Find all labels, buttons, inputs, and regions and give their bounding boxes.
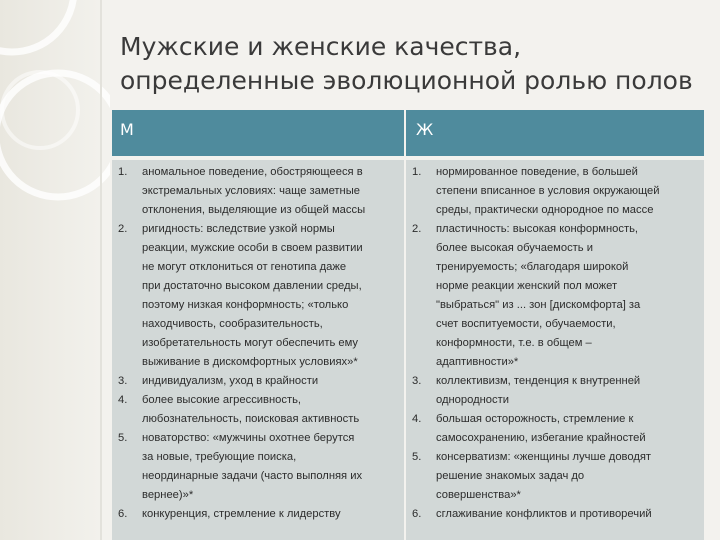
male-item-text: конкуренция, стремление к лидерству	[142, 508, 341, 520]
male-item-text: любознательность, поисковая активность	[142, 413, 360, 425]
female-item-text: решение знакомых задач до	[436, 470, 585, 482]
male-item-number	[112, 315, 142, 334]
female-item-text: совершенства»*	[436, 489, 521, 501]
female-item-text: счет воспитуемости, обучаемости,	[436, 318, 616, 330]
male-column	[112, 160, 404, 540]
female-item-number	[406, 391, 436, 410]
male-item-text: при достаточно высоком давлении среды,	[142, 280, 362, 292]
male-item-text: выживание в дискомфортных условиях»*	[142, 356, 358, 368]
female-item-text: тренируемость; «благодаря широкой	[436, 261, 629, 273]
female-line	[406, 486, 704, 505]
column-separator	[404, 110, 406, 540]
male-item-text: более высокие агрессивность,	[142, 394, 302, 406]
male-item-number: 5.	[118, 432, 128, 444]
female-item-number	[406, 334, 436, 353]
male-line	[112, 353, 404, 372]
male-item-number	[112, 296, 142, 315]
female-item-number: 4.	[412, 413, 422, 425]
male-item-text: аномальное поведение, обостряющееся в	[142, 166, 363, 178]
female-line	[406, 296, 704, 315]
female-item-text: адаптивности»*	[436, 356, 519, 368]
male-item-text: изобретательность могут обеспечить ему	[142, 337, 359, 349]
female-item-number	[406, 182, 436, 201]
male-line	[112, 429, 404, 448]
male-item-number: 4.	[118, 394, 128, 406]
female-item-number	[406, 296, 436, 315]
female-item-text: сглаживание конфликтов и противоречий	[436, 508, 652, 520]
female-item-number: 6.	[412, 508, 422, 520]
female-item-text: более высокая обучаемость и	[436, 242, 593, 254]
female-line	[406, 429, 704, 448]
female-item-number	[406, 258, 436, 277]
male-item-number	[112, 353, 142, 372]
male-item-number: 6.	[118, 508, 128, 520]
female-item-text: коллективизм, тенденция к внутренней	[436, 375, 641, 387]
female-line	[406, 505, 704, 524]
male-item-number: 1.	[118, 166, 128, 178]
column-header-male: М	[112, 110, 404, 156]
female-item-number	[406, 201, 436, 220]
female-item-text: конформности, т.е. в общем –	[436, 337, 592, 349]
male-item-number: 3.	[118, 375, 128, 387]
male-line	[112, 410, 404, 429]
female-line	[406, 220, 704, 239]
male-item-text: находчивость, сообразительность,	[142, 318, 323, 330]
female-item-number	[406, 486, 436, 505]
male-item-text: реакции, мужские особи в своем развитии	[142, 242, 363, 254]
male-item-number	[112, 201, 142, 220]
female-item-number: 1.	[412, 166, 422, 178]
male-item-number	[112, 486, 142, 505]
male-item-number	[112, 334, 142, 353]
female-line	[406, 315, 704, 334]
female-column	[406, 160, 704, 540]
male-item-number	[112, 467, 142, 486]
male-item-text: не могут отклониться от генотипа даже	[142, 261, 347, 273]
column-header-female: Ж	[406, 110, 704, 156]
female-item-text: норме реакции женский пол может	[436, 280, 618, 292]
vertical-divider	[100, 0, 102, 540]
male-line	[112, 391, 404, 410]
male-line	[112, 486, 404, 505]
male-item-number	[112, 239, 142, 258]
male-line	[112, 277, 404, 296]
female-item-number: 2.	[412, 223, 422, 235]
male-item-text: экстремальных условиях: чаще заметные	[142, 185, 360, 197]
female-line	[406, 163, 704, 182]
male-item-number	[112, 448, 142, 467]
male-item-number	[112, 277, 142, 296]
male-item-number	[112, 258, 142, 277]
female-line	[406, 334, 704, 353]
female-item-number: 5.	[412, 451, 422, 463]
female-line	[406, 182, 704, 201]
male-line	[112, 505, 404, 524]
female-line	[406, 410, 704, 429]
female-item-number	[406, 353, 436, 372]
male-line	[112, 296, 404, 315]
male-line	[112, 201, 404, 220]
female-item-text: "выбраться" из ... зон [дискомфорта] за	[436, 299, 641, 311]
female-line	[406, 201, 704, 220]
female-item-text: однородности	[436, 394, 509, 406]
male-item-text: за новые, требующие поиска,	[142, 451, 297, 463]
female-line	[406, 391, 704, 410]
female-line	[406, 239, 704, 258]
male-item-number	[112, 410, 142, 429]
male-line	[112, 239, 404, 258]
female-item-number	[406, 467, 436, 486]
male-item-text: ригидность: вследствие узкой нормы	[142, 223, 335, 235]
decorative-circles	[0, 0, 110, 540]
female-line	[406, 467, 704, 486]
male-item-text: индивидуализм, уход в крайности	[142, 375, 319, 387]
female-item-number	[406, 239, 436, 258]
female-item-number	[406, 429, 436, 448]
female-item-text: степени вписанное в условия окружающей	[436, 185, 660, 197]
male-line	[112, 163, 404, 182]
male-line	[112, 467, 404, 486]
female-item-text: среды, практически однородное по массе	[436, 204, 654, 216]
female-item-text: пластичность: высокая конформность,	[436, 223, 639, 235]
female-item-text: большая осторожность, стремление к	[436, 413, 634, 425]
male-line	[112, 258, 404, 277]
female-line	[406, 372, 704, 391]
female-line	[406, 258, 704, 277]
male-line	[112, 182, 404, 201]
male-item-text: вернее)»*	[142, 489, 194, 501]
male-item-number	[112, 182, 142, 201]
male-item-text: новаторство: «мужчины охотнее берутся	[142, 432, 355, 444]
slide-title-line-2: определенные эволюционной ролью полов	[120, 66, 693, 95]
slide-title	[120, 30, 705, 98]
male-line	[112, 334, 404, 353]
female-line	[406, 277, 704, 296]
male-line	[112, 448, 404, 467]
male-item-number: 2.	[118, 223, 128, 235]
female-item-number	[406, 277, 436, 296]
female-item-number	[406, 315, 436, 334]
comparison-table	[112, 110, 704, 540]
female-item-text: нормированное поведение, в большей	[436, 166, 638, 178]
male-item-text: неординарные задачи (часто выполняя их	[142, 470, 363, 482]
female-item-text: самосохранению, избегание крайностей	[436, 432, 646, 444]
female-line	[406, 448, 704, 467]
male-line	[112, 372, 404, 391]
female-item-number: 3.	[412, 375, 422, 387]
female-line	[406, 353, 704, 372]
slide-title-line-1: Мужские и женские качества,	[120, 32, 522, 61]
male-line	[112, 220, 404, 239]
male-item-text: отклонения, выделяющие из общей массы	[142, 204, 366, 216]
male-item-text: поэтому низкая конформность; «только	[142, 299, 349, 311]
female-item-text: консерватизм: «женщины лучше доводят	[436, 451, 652, 463]
male-line	[112, 315, 404, 334]
